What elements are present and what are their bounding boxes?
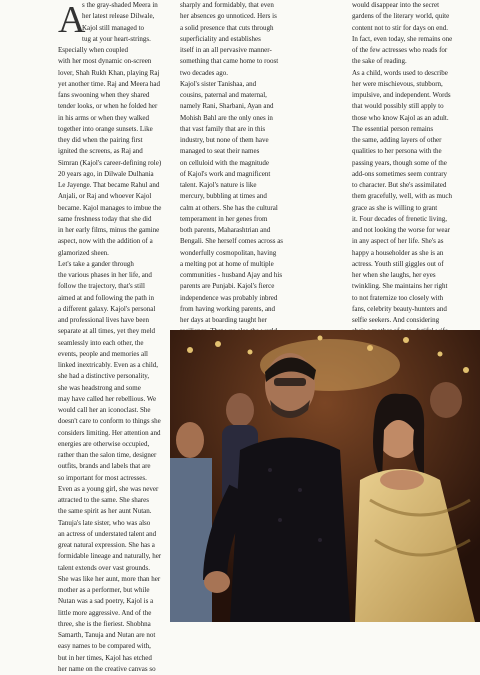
column-2-line: industry, but none of them have	[180, 136, 269, 144]
column-1-line: her latest release Dilwale,	[82, 12, 155, 21]
column-1-line: but in her times, Kajol has etched	[58, 653, 152, 662]
column-3-line: them gracefully, well, with as much	[352, 192, 453, 201]
column-2-line: itself in an all pervasive manner-	[180, 46, 272, 54]
column-1-line: tender looks, or when he folded her	[58, 102, 158, 111]
column-1-line: separate at all times, yet they meld	[58, 327, 155, 336]
column-2-line: communities - husband Ajay and his	[180, 271, 283, 279]
article-column-1	[58, 0, 162, 673]
column-1-line: fans swooning when they shared	[58, 91, 150, 99]
column-1-line: three, she is the fieriest. Shobhna	[58, 619, 151, 628]
column-1-line: ignited the screens, as Raj and	[58, 147, 143, 156]
column-1-line: Simran (Kajol's career-defining role)	[58, 158, 162, 167]
column-2-line: a melting pot at home of multiple	[180, 259, 274, 268]
column-1-line: Le Jayenge. That became Rahul and	[58, 181, 160, 189]
column-2-line: something that came home to roost	[180, 57, 279, 66]
column-1-line: may have called her rebellious. We	[58, 394, 157, 403]
event-photo	[170, 330, 480, 622]
column-1-line: tug at your heart-strings.	[82, 34, 151, 43]
column-2-line: managed to seat their names	[180, 147, 260, 156]
column-3-line: impulsive, and independent. Words	[352, 91, 451, 99]
column-1-line: the various phases in her life, and	[58, 271, 152, 279]
column-1-line: Tanuja's late sister, who was also	[58, 518, 151, 527]
column-3-line: actress. Youth still giggles out of	[352, 259, 444, 268]
column-3-line: her when she laughs, her eyes	[352, 271, 436, 279]
column-1-line: rather than the salon time, designer	[58, 451, 157, 459]
column-1-line: follow the trajectory, that's still	[58, 282, 145, 291]
column-2-line: cousins, paternal and maternal,	[180, 91, 267, 99]
column-2-line: that vast family that are in this	[180, 124, 266, 133]
column-1-line: s the gray-shaded Meera in	[82, 1, 158, 9]
column-3-line: selfie seekers. And considering	[352, 316, 440, 324]
column-3-line: add-ons sometimes seem contrary	[352, 169, 448, 178]
article-column-3	[352, 0, 474, 330]
column-1-line: outfits, brands and labels that are	[58, 462, 151, 471]
column-3-line: to not fraternize too closely with	[352, 293, 444, 302]
article-column-2	[180, 0, 340, 330]
column-1-line: her name on the creative canvas so	[58, 664, 156, 673]
column-2-line: wonderfully cosmopolitan, having	[180, 248, 277, 257]
column-1-line: seamlessly into each other, the	[58, 338, 144, 347]
column-1-line: together into orange sunsets. Like	[58, 124, 153, 133]
column-2-line: both parents, Maharashtrian and	[180, 226, 271, 234]
column-1-line: Nutan was a sad poetry, Kajol is a	[58, 597, 154, 606]
column-2-line: two decades ago.	[180, 68, 229, 77]
column-1-line: She was like her aunt, more than her	[58, 574, 161, 583]
column-3-line: grace as she is willing to grant	[352, 203, 438, 212]
column-3-line: and not looking the worse for wear	[352, 226, 450, 234]
column-2-line: calm at others. She has the cultural	[180, 203, 278, 212]
column-3-line: would disappear into the secret	[352, 1, 440, 9]
column-3-line: qualities to her persona with the	[352, 147, 442, 156]
column-1-line: with her most dynamic on-screen	[58, 57, 152, 66]
column-1-line: and professional lives have been	[58, 316, 149, 324]
column-1-line: glamorized sheen.	[58, 248, 109, 257]
column-2-line: Kajol's sister Tanishaa, and	[180, 79, 257, 88]
column-1-line: they did when the pairing first	[58, 136, 143, 144]
column-2-line: Bengali. She herself comes across as	[180, 237, 284, 246]
column-2-line: from having working parents, and	[180, 304, 276, 313]
column-1-line: considers limiting. Her attention and	[58, 428, 161, 437]
column-3-line: In fact, even today, she remains one	[352, 34, 453, 43]
column-1-line: she had a distinctive personality,	[58, 372, 150, 381]
column-1-line: would call her an iconoclast. She	[58, 406, 151, 414]
column-1-line: the same spirit as her aunt Nutan.	[58, 507, 152, 516]
column-3-line: in any aspect of her life. She's as	[352, 237, 444, 246]
column-1-line: formidable lineage and naturally, her	[58, 552, 162, 561]
column-3-line: her were mischievous, stubborn,	[352, 79, 443, 88]
column-1-line: lover, Shah Rukh Khan, playing Raj	[58, 68, 160, 77]
column-1-line: aspect, now with the addition of a	[58, 237, 153, 246]
column-1-line: great natural expression. She has a	[58, 541, 155, 549]
column-2-line: temperament in her genes from	[180, 214, 268, 223]
column-2-line: mercury, bubbling at times and	[180, 192, 267, 201]
column-1-line: Kajol still managed to	[82, 23, 145, 32]
column-2-line: superficiality and establishes	[180, 34, 261, 43]
column-1-line: Samarth, Tanuja and Nutan are not	[58, 631, 156, 639]
column-1-line: Let's take a gander through	[58, 259, 134, 268]
column-1-line: in her early films, minus the gamine	[58, 226, 160, 234]
column-1-line: in his arms or when they walked	[58, 113, 149, 122]
column-1-line: energies are otherwise occupied,	[58, 439, 150, 448]
column-1-line: linked inextricably. Even as a child,	[58, 361, 159, 369]
column-1-line: an actress of understated talent and	[58, 529, 157, 538]
column-2-line: independence was probably inbred	[180, 293, 278, 302]
column-1-line: so important for most actresses.	[58, 473, 147, 482]
column-2-line: a solid presence that cuts through	[180, 23, 274, 32]
column-1-line: same freshness today that she did	[58, 214, 152, 223]
column-3-line: that would possibly still apply to	[352, 102, 444, 111]
column-2-line: parents are Punjabi. Kajol's fierce	[180, 282, 275, 291]
column-1-line: talent extends over vast grounds.	[58, 563, 150, 572]
column-1-line: attracted to the same. She shares	[58, 496, 149, 504]
column-3-line: of the few actresses who reads for	[352, 46, 448, 54]
column-1-line: became. Kajol manages to imbue the	[58, 203, 162, 212]
column-1-line: aimed at and following the path in	[58, 293, 155, 302]
column-1-line: easy names to be compared with,	[58, 642, 151, 651]
column-1-line: little more aggressive. And of the	[58, 608, 152, 617]
column-1-line: she was headstrong and some	[58, 383, 141, 392]
column-3-line: happy a householder as she is an	[352, 248, 444, 257]
column-3-line: gardens of the literary world, quite	[352, 12, 450, 21]
column-1-line: a different galaxy. Kajol's personal	[58, 304, 156, 313]
column-2-line: sharply and formidably, that even	[180, 1, 274, 9]
column-1-line: yet another time. Raj and Meera had	[58, 79, 161, 88]
column-3-line: to character. But she's assimilated	[352, 181, 447, 189]
column-3-line: content not to stir for days on end.	[352, 23, 449, 32]
column-2-line: her absences go unnoticed. Hers is	[180, 12, 277, 21]
column-2-line: her days at boarding taught her	[180, 316, 267, 324]
column-1-line: Even as a young girl, she was never	[58, 484, 159, 493]
column-1-line: Especially when coupled	[58, 46, 128, 54]
column-3-line: the same, adding layers of other	[352, 136, 442, 144]
column-2-line: namely Rani, Sharbani, Ayan and	[180, 102, 274, 111]
column-3-line: As a child, words used to describe	[352, 68, 448, 77]
drop-cap-letter: A	[58, 0, 86, 41]
column-3-line: passing years, though some of the	[352, 158, 447, 167]
column-1-line: doesn't care to conform to things she	[58, 417, 161, 426]
column-3-line: The essential person remains	[352, 124, 434, 133]
column-1-line: mother as a performer, but while	[58, 586, 150, 594]
column-3-line: twinkling. She maintains her right	[352, 282, 448, 291]
column-1-line: events, people and memories all	[58, 349, 148, 358]
column-3-line: fans, celebrity beauty-hunters and	[352, 304, 447, 313]
column-3-line: those who know Kajol as an adult.	[352, 113, 449, 122]
column-3-line: the sake of reading.	[352, 57, 407, 66]
column-2-line: on celluloid with the magnitude	[180, 158, 270, 167]
column-2-line: Mohish Bahl are the only ones in	[180, 113, 273, 122]
column-2-line: talent. Kajol's nature is like	[180, 181, 257, 189]
column-2-line: of Kajol's work and magnificent	[180, 169, 271, 178]
column-1-line: Anjali, or Raj and whoever Kajol	[58, 192, 152, 201]
column-1-line: 20 years ago, in Dilwale Dulhania	[58, 169, 154, 178]
column-3-line: it. Four decades of frenetic living,	[352, 214, 448, 223]
photo-illustration	[170, 330, 480, 622]
